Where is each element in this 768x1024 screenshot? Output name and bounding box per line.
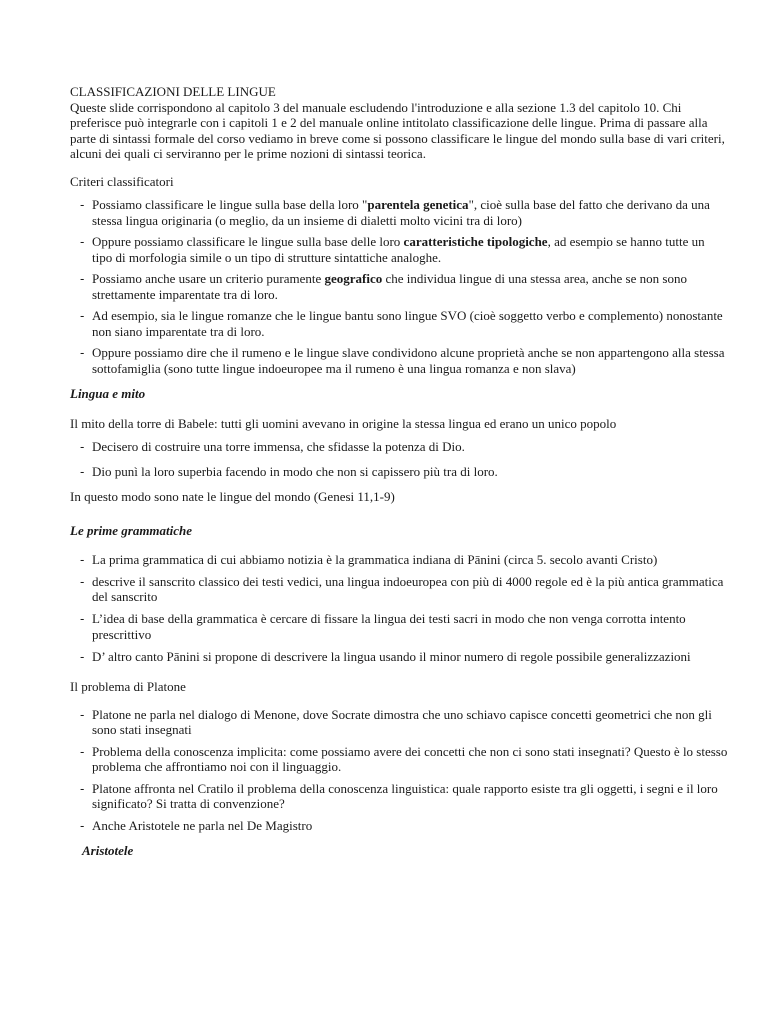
dash-bullet: - <box>80 271 85 286</box>
criteri-list <box>70 197 728 376</box>
list-item: - Anche Aristotele ne parla nel De Magistro <box>80 817 313 833</box>
aristotele-heading: Aristotele <box>82 843 134 858</box>
mito-list <box>70 439 728 479</box>
dash-bullet: - <box>80 610 85 626</box>
dash-bullet: - <box>80 439 85 454</box>
list-item: - Dio punì la loro superbia facendo in modo che non si capissero più tra di loro. <box>80 463 498 479</box>
list-item: - La prima grammatica di cui abbiamo notizia è la grammatica indiana di Pānini (circa 5. secolo avanti Cristo) <box>80 552 658 567</box>
mito-paragraph: Il mito della torre di Babele: tutti gli uomini avevano in origine la stessa lingua ed erano un unico popolo <box>70 415 617 431</box>
list-item: - descrive il sanscrito classico dei testi vedici, una lingua indoeuropea con più di 4000 regole ed è la più antica grammatica del sanscrito <box>80 573 724 604</box>
list-item: - Possiamo anche usare un criterio puramente geografico che individua lingue di una stessa area, anche se non sono strettamente imparentate tra di loro. <box>80 271 687 302</box>
platone-heading: Il problema di Platone <box>70 679 186 694</box>
dash-bullet: - <box>80 780 85 796</box>
mito-heading: Lingua e mito <box>70 386 146 401</box>
list-item: - Decisero di costruire una torre immensa, che sfidasse la potenza di Dio. <box>80 439 465 454</box>
dash-bullet: - <box>80 743 85 759</box>
bold-term: caratteristiche tipologiche <box>403 234 548 249</box>
intro-paragraph: Queste slide corrispondono al capitolo 3 del manuale escludendo l'introduzione e alla sezione 1.3 del capitolo 10. Chi preferisce può integrarle con i capitoli 1 e 2 del manuale online intitolato classificazione delle lingue. Prima di passare alla parte di sintassi formale del corso vediamo in breve come si possono classificare le lingue del mondo sulla base di vari criteri, alcuni dei quali ci serviranno per le prime nozioni di sintassi teorica. <box>70 99 725 161</box>
dash-bullet: - <box>80 234 85 249</box>
platone-list <box>70 707 728 834</box>
criteri-heading: Criteri classificatori <box>70 173 174 189</box>
grammatiche-heading: Le prime grammatiche <box>70 522 193 538</box>
dash-bullet: - <box>80 552 85 567</box>
dash-bullet: - <box>80 817 85 833</box>
dash-bullet: - <box>80 648 85 664</box>
dash-bullet: - <box>80 706 85 722</box>
list-item: - Platone ne parla nel dialogo di Menone, dove Socrate dimostra che uno schiavo capisce concetti geometrici che non gli sono stati insegnati <box>80 706 712 737</box>
mito-conclusion: In questo modo sono nate le lingue del mondo (Genesi 11,1-9) <box>70 489 395 504</box>
dash-bullet: - <box>80 308 85 323</box>
dash-bullet: - <box>80 197 85 212</box>
bold-term: parentela genetica <box>367 197 469 212</box>
list-item: - L’idea di base della grammatica è cercare di fissare la lingua dei testi sacri in modo che non venga corrotta intento prescrittivo <box>80 610 686 642</box>
list-item: - Oppure possiamo dire che il rumeno e le lingue slave condividono alcune proprietà anche se non appartengono alla stessa sottofamiglia (sono tutte lingue indoeuropee ma il rumeno è una lingua romanza e non slava) <box>80 345 725 376</box>
dash-bullet: - <box>80 463 85 479</box>
dash-bullet: - <box>80 573 85 589</box>
document-title: CLASSIFICAZIONI DELLE LINGUE <box>70 84 276 99</box>
list-item: - Ad esempio, sia le lingue romanze che le lingue bantu sono lingue SVO (cioè soggetto verbo e complemento) nonostante non siano imparentate tra di loro. <box>80 308 723 339</box>
dash-bullet: - <box>80 345 85 360</box>
list-item: - Possiamo classificare le lingue sulla base della loro "parentela genetica", cioè sulla base del fatto che derivano da una stessa lingua originaria (o meglio, da un insieme di dialetti molto vicini tra di loro) <box>80 197 710 228</box>
grammatiche-list <box>70 552 728 665</box>
list-item: - Problema della conoscenza implicita: come possiamo avere dei concetti che non ci sono stati insegnati? Questo è lo stesso problema che affrontiamo noi con il linguaggio. <box>80 743 728 774</box>
list-item: - D’ altro canto Pānini si propone di descrivere la lingua usando il minor numero di regole possibile generalizzazioni <box>80 648 691 664</box>
list-item: - Platone affronta nel Cratilo il problema della conoscenza linguistica: quale rapporto esiste tra gli oggetti, i segni e il loro significato? Si tratta di convenzione? <box>80 780 718 811</box>
bold-term: geografico <box>324 271 383 286</box>
list-item: - Oppure possiamo classificare le lingue sulla base delle loro caratteristiche tipologiche, ad esempio se hanno tutte un tipo di morfologia simile o un tipo di strutture sintattiche analoghe. <box>80 234 705 265</box>
